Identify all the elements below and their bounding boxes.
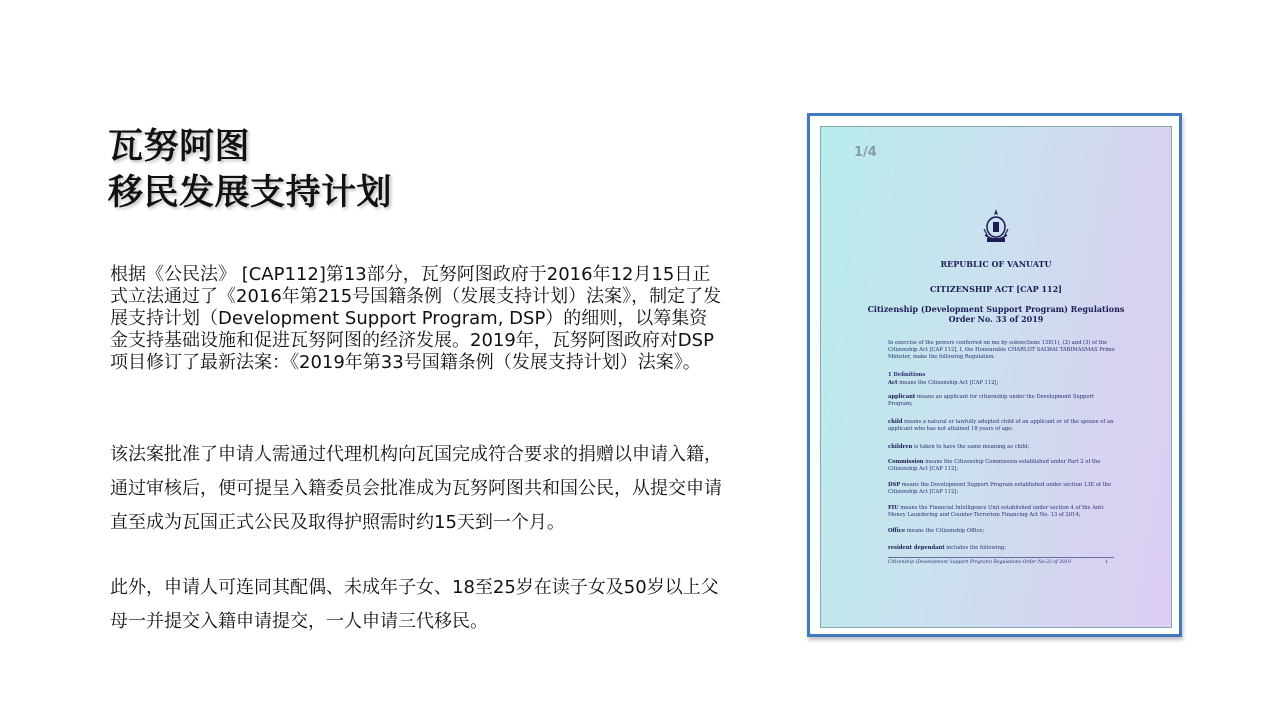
definition-text: means the Development Support Program established under section 13E of the Citizenship Act [CAP 112]; bbox=[888, 482, 1112, 495]
document-heading-order: Order No. 33 of 2019 bbox=[948, 314, 1044, 324]
document-preview bbox=[807, 113, 1182, 637]
vanuatu-coat-of-arms-icon bbox=[981, 207, 1011, 251]
definition-item bbox=[888, 459, 1116, 473]
definition-text: means an applicant for citizenship under the Development Support Program; bbox=[888, 394, 1095, 407]
document-heading-republic: REPUBLIC OF VANUATU bbox=[940, 259, 1052, 269]
definition-term: FIU bbox=[888, 505, 899, 511]
definition-text: means the Citizenship Commission established under Part 2 of the Citizenship Act [CAP 112]; bbox=[888, 459, 1101, 472]
footer-page-number: 1 bbox=[1105, 560, 1108, 565]
definition-term: Commission bbox=[888, 459, 924, 465]
document-page bbox=[820, 126, 1172, 628]
definition-term: applicant bbox=[888, 394, 916, 400]
paragraph-family-inclusion: 此外，申请人可连同其配偶、未成年子女、18至25岁在读子女及50岁以上父母一并提交入籍申请提交，一人申请三代移民。 bbox=[110, 577, 719, 632]
definition-item bbox=[888, 380, 1116, 387]
document-intro: In exercise of the powers conferred on me by subsections 13E(1), (2) and (3) of the Citizenship Act [CAP 112], I, the Honourable CHARLOT SALWAI TABIMASMAS Prime Minister, make the following Regulation. bbox=[888, 340, 1115, 360]
document-heading-regulations: Citizenship (Development Support Program) Regulations bbox=[867, 304, 1125, 314]
definition-term: Act bbox=[888, 380, 898, 386]
definition-text: is taken to have the same meaning as child; bbox=[912, 444, 1030, 450]
definition-item bbox=[888, 394, 1116, 408]
definition-term: child bbox=[888, 419, 903, 425]
definition-term: resident dependant bbox=[888, 545, 945, 551]
paragraph-legal-background: 根据《公民法》 [CAP112]第13部分，瓦努阿图政府于2016年12月15日正式立法通过了《2016年第215号国籍条例（发展支持计划）法案》，制定了发展支持计划（Development Support Program, DSP）的细则，以筹集资金支持基础设施和促进瓦努阿图的经济发展。2019年，瓦努阿图政府对DSP项目修订了最新法案：《2019年第33号国籍条例（发展支持计划）法案》。 bbox=[110, 264, 722, 373]
definition-term: children bbox=[888, 444, 913, 450]
definitions-heading: 1 Definitions bbox=[888, 372, 926, 378]
definition-term: Office bbox=[888, 528, 906, 534]
paragraph-application-process: 该法案批准了申请人需通过代理机构向瓦国完成符合要求的捐赠以申请入籍，通过审核后，便可提呈入籍委员会批准成为瓦努阿图共和国公民，从提交申请直至成为瓦国正式公民及取得护照需时约15天到一个月。 bbox=[110, 444, 722, 533]
document-heading-act: CITIZENSHIP ACT [CAP 112] bbox=[930, 284, 1062, 294]
definition-term: DSP bbox=[888, 482, 901, 488]
page-indicator: 1/4 bbox=[854, 145, 877, 160]
definition-text: means a natural or lawfully adopted child of an applicant or of the spouse of an applicant who has not attained 18 years of age; bbox=[888, 419, 1114, 432]
definition-text: means the Citizenship Office; bbox=[905, 528, 985, 534]
title-line-2: 移民发展支持计划 bbox=[108, 173, 393, 213]
definition-text: means the Financial Intelligence Unit established under section 4 of the Anti-Money Laundering and Counter-Terrorism Financing Act No. 13 of 2014; bbox=[888, 505, 1105, 518]
definition-item bbox=[888, 419, 1116, 433]
definition-text: includes the following: bbox=[944, 545, 1007, 551]
definition-text: means the Citizenship Act [CAP 112]; bbox=[897, 380, 999, 386]
footer-divider bbox=[888, 557, 1114, 558]
definition-item bbox=[888, 505, 1116, 519]
definition-item bbox=[888, 528, 1116, 535]
definition-item bbox=[888, 545, 1116, 552]
document-footer bbox=[888, 560, 1114, 565]
title-line-1: 瓦努阿图 bbox=[108, 127, 251, 167]
footer-text: Citizenship (Development Support Program) Regulations Order No.33 of 2019 bbox=[888, 560, 1071, 565]
definition-item bbox=[888, 482, 1116, 496]
page-title bbox=[108, 124, 392, 216]
definition-item bbox=[888, 444, 1116, 451]
